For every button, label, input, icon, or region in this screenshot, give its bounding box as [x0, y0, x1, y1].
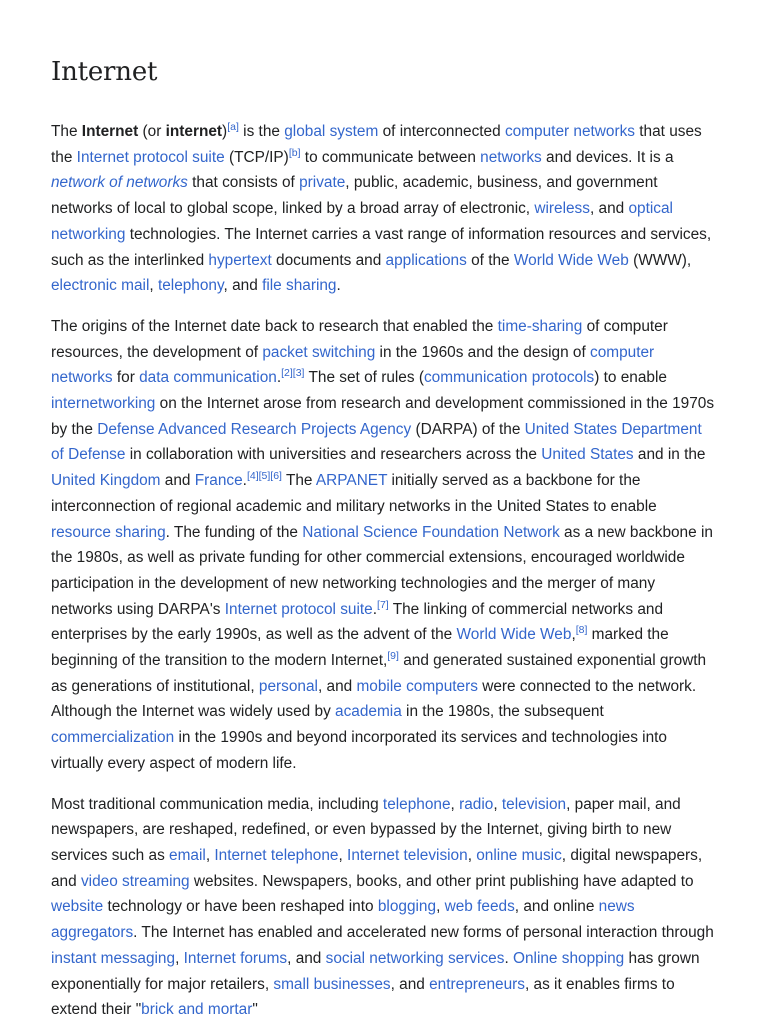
- citation-link[interactable]: [9]: [387, 650, 399, 663]
- citation-ref: [227, 121, 239, 133]
- article-link[interactable]: entrepreneurs: [429, 975, 525, 993]
- article-link[interactable]: website: [51, 898, 104, 916]
- article-link[interactable]: email: [169, 846, 206, 864]
- text-run: , digital newspapers, and: [51, 846, 703, 890]
- text-run: ,: [450, 795, 460, 813]
- text-run: (WWW),: [628, 251, 692, 269]
- text-run: ": [252, 1001, 258, 1019]
- bold-term: Internet: [81, 123, 139, 140]
- article-link[interactable]: brick and mortar: [141, 1001, 253, 1019]
- text-run: marked the beginning of the transition to the modern Internet,: [51, 626, 669, 670]
- text-run: in the 1960s and the design of: [375, 343, 591, 361]
- text-run: (DARPA) of the: [411, 420, 525, 438]
- text-run: in the 1990s and beyond incorporated its services and technologies into virtually every aspect of modern life.: [51, 729, 667, 772]
- article-link[interactable]: Defense Advanced Research Projects Agency: [97, 420, 412, 438]
- article-link[interactable]: computer networks: [504, 123, 635, 140]
- article-link[interactable]: applications: [385, 251, 467, 269]
- article-link[interactable]: radio: [459, 795, 494, 813]
- article-link[interactable]: internetworking: [51, 395, 156, 413]
- article-link[interactable]: Internet protocol suite: [224, 600, 373, 618]
- text-run: of interconnected: [378, 123, 505, 140]
- citation-ref: [576, 624, 588, 636]
- article-link[interactable]: Internet forums: [183, 949, 288, 967]
- article-link[interactable]: Internet telephone: [214, 846, 339, 864]
- text-run: The: [281, 472, 316, 490]
- article-link[interactable]: World Wide Web: [513, 251, 629, 269]
- article-link[interactable]: telephone: [382, 795, 451, 813]
- citation-link[interactable]: [2][3]: [281, 367, 305, 380]
- citation-link[interactable]: [b]: [288, 146, 301, 159]
- text-run: technology or have been reshaped into: [103, 898, 378, 916]
- article-link[interactable]: optical networking: [51, 200, 673, 243]
- article-link[interactable]: private: [299, 174, 346, 192]
- article-link[interactable]: packet switching: [262, 343, 376, 361]
- article-link[interactable]: United States Department of Defense: [51, 420, 702, 464]
- article-link[interactable]: global system: [284, 123, 379, 140]
- text-run: of the: [466, 251, 514, 269]
- text-run: (or: [138, 123, 166, 140]
- article-link[interactable]: United States: [541, 446, 634, 464]
- citation-ref: [281, 367, 304, 379]
- article-link[interactable]: telephony: [157, 277, 224, 295]
- article-link[interactable]: Internet protocol suite: [76, 148, 225, 166]
- text-run: technologies. The Internet carries a vast range of information resources and services, such as the interlinked: [51, 225, 712, 269]
- text-run: .: [336, 277, 341, 295]
- article-link[interactable]: news aggregators: [51, 898, 635, 942]
- article-link[interactable]: academia: [335, 703, 402, 721]
- article-link[interactable]: computer networks: [51, 343, 655, 387]
- text-run: ,: [149, 277, 158, 295]
- text-run: (TCP/IP): [224, 148, 289, 166]
- text-run: to communicate between: [300, 148, 481, 166]
- article-paragraph: [51, 314, 717, 777]
- article-paragraph: [51, 792, 717, 1023]
- article-link[interactable]: mobile computers: [356, 677, 478, 695]
- article-link[interactable]: United Kingdom: [51, 472, 161, 490]
- text-run: , and: [317, 677, 357, 695]
- article-link[interactable]: television: [501, 795, 567, 813]
- text-run: , as it enables firms to extend their ": [51, 975, 675, 1019]
- article-link[interactable]: time-sharing: [497, 317, 583, 335]
- text-run: . The funding of the: [165, 523, 303, 541]
- text-run: and devices. It is a: [541, 148, 674, 166]
- text-run: .: [242, 472, 247, 490]
- citation-link[interactable]: [7]: [377, 598, 389, 611]
- text-run: were connected to the network. Although the Internet was widely used by: [51, 677, 697, 721]
- text-run: websites. Newspapers, books, and other print publishing have adapted to: [189, 872, 694, 890]
- citation-link[interactable]: [a]: [227, 121, 239, 133]
- page-title: Internet: [51, 57, 158, 87]
- article-link[interactable]: commercialization: [51, 729, 175, 747]
- text-run: and: [160, 472, 195, 490]
- article-paragraph: [51, 119, 717, 299]
- text-run: and in the: [633, 446, 706, 464]
- article-link[interactable]: network of networks: [51, 174, 188, 192]
- article-link[interactable]: World Wide Web: [456, 626, 572, 644]
- article-link[interactable]: resource sharing: [51, 523, 166, 541]
- text-run: documents and: [271, 251, 386, 269]
- citation-ref: [289, 147, 301, 159]
- text-run: The: [51, 123, 82, 140]
- text-run: is the: [238, 123, 285, 140]
- text-run: , public, academic, business, and government networks of local to global scope, linked by a broad array of electronic,: [51, 174, 658, 218]
- text-run: ,: [493, 795, 502, 813]
- article-link[interactable]: National Science Foundation Network: [302, 523, 560, 541]
- text-run: on the Internet arose from research and development commissioned in the 1970s by the: [51, 395, 715, 438]
- article-link[interactable]: instant messaging: [51, 949, 176, 967]
- text-run: , and online: [514, 898, 599, 916]
- text-run: , paper mail, and newspapers, are reshaped, redefined, or even bypassed by the Internet, giving birth to new services such as: [51, 795, 681, 864]
- text-run: ,: [175, 949, 184, 967]
- article-link[interactable]: communication protocols: [423, 369, 595, 387]
- text-run: . The Internet has enabled and accelerated new forms of personal interaction through: [133, 924, 714, 942]
- text-run: Most traditional communication media, including: [51, 795, 383, 813]
- text-run: that consists of: [187, 174, 300, 192]
- article-link[interactable]: data communication: [139, 369, 277, 387]
- text-run: of computer resources, the development of: [51, 317, 668, 361]
- citation-ref: [387, 650, 399, 662]
- text-run: .: [372, 600, 378, 618]
- article-link[interactable]: web feeds: [444, 898, 515, 916]
- text-run: .: [276, 369, 282, 387]
- article-link[interactable]: video streaming: [80, 872, 190, 890]
- article-link[interactable]: electronic mail: [51, 277, 150, 295]
- text-run: in the 1980s, the subsequent: [401, 703, 604, 721]
- text-run: , and: [390, 975, 430, 993]
- article-link[interactable]: hypertext: [208, 251, 272, 269]
- article-link[interactable]: social networking services: [325, 949, 505, 967]
- article-link[interactable]: small businesses: [273, 975, 391, 993]
- article-link[interactable]: ARPANET: [315, 472, 388, 490]
- citation-link[interactable]: [4][5][6]: [246, 470, 282, 483]
- article-body: [51, 119, 717, 1024]
- text-run: in collaboration with universities and researchers across the: [125, 446, 542, 464]
- citation-ref: [377, 599, 389, 611]
- text-run: as a new backbone in the 1980s, as well as private funding for other commercial extensions, encouraged worldwide participation in the development of new networking technologies and the merger of many networks using DARPA's: [51, 523, 713, 618]
- article-link[interactable]: wireless: [534, 200, 590, 218]
- text-run: ) to enable: [594, 369, 667, 387]
- text-run: ,: [205, 846, 215, 864]
- text-run: ,: [338, 846, 348, 864]
- article-link[interactable]: blogging: [377, 898, 437, 916]
- article-link[interactable]: personal: [258, 677, 318, 695]
- text-run: The linking of commercial networks and enterprises by the early 1990s, as well as the advent of the: [51, 600, 664, 644]
- text-run: ,: [436, 898, 445, 916]
- text-run: and generated sustained exponential growth as generations of institutional,: [51, 652, 707, 695]
- bold-term: internet: [165, 123, 223, 140]
- text-run: , and: [589, 200, 629, 218]
- text-run: The set of rules (: [304, 369, 424, 387]
- text-run: , and: [223, 277, 263, 295]
- text-run: has grown exponentially for major retailers,: [51, 949, 700, 993]
- text-run: , and: [287, 949, 326, 967]
- text-run: initially served as a backbone for the interconnection of regional academic and military networks in the United States to enable: [51, 472, 657, 515]
- citation-ref: [247, 470, 282, 482]
- text-run: ,: [467, 846, 477, 864]
- article-link[interactable]: online music: [476, 846, 562, 864]
- article-link[interactable]: Online shopping: [513, 949, 625, 967]
- text-run: The origins of the Internet date back to research that enabled the: [51, 317, 498, 335]
- article-link[interactable]: France: [194, 472, 243, 490]
- text-run: .: [504, 949, 513, 967]
- article-link[interactable]: file sharing: [262, 277, 337, 295]
- text-run: ,: [571, 626, 576, 644]
- text-run: ): [222, 123, 228, 140]
- text-run: for: [112, 369, 140, 387]
- article-link[interactable]: networks: [480, 148, 542, 166]
- citation-link[interactable]: [8]: [575, 624, 588, 637]
- article-link[interactable]: Internet television: [347, 846, 468, 864]
- text-run: that uses the: [51, 123, 702, 166]
